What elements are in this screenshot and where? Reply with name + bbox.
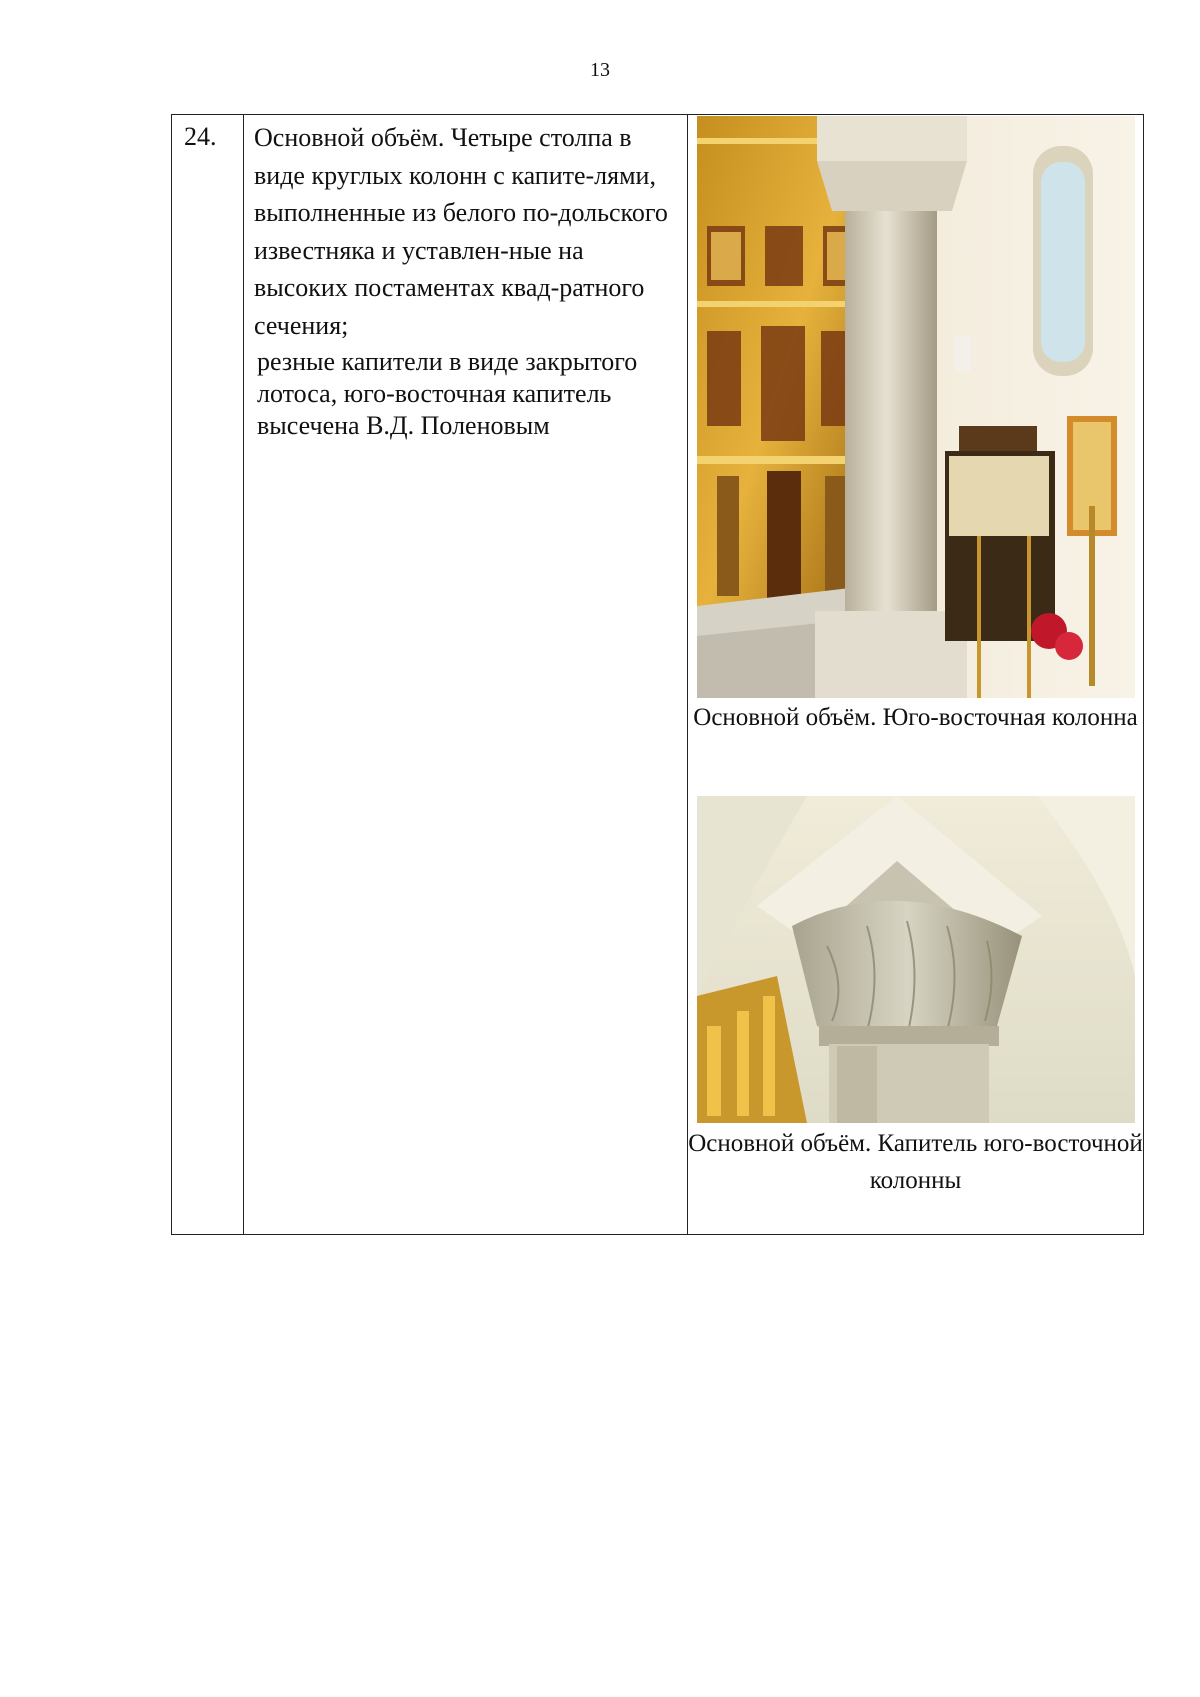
page-number: 13 bbox=[590, 59, 610, 81]
row-number-cell bbox=[172, 115, 244, 1234]
photo-caption-southeast-column: Основной объём. Юго-восточная колонна bbox=[693, 704, 1138, 731]
description-cell bbox=[244, 115, 688, 1234]
images-cell bbox=[688, 115, 1143, 1234]
object-table bbox=[171, 114, 1144, 1235]
photo-southeast-column bbox=[697, 116, 1135, 698]
photo-caption-capital: Основной объём. Капитель юго-восточной колонны bbox=[688, 1130, 1143, 1194]
row-number: 24. bbox=[184, 122, 217, 151]
description-detail: резные капители в виде закрытого лотоса, юго-восточная капитель высечена В.Д. Поленовым bbox=[257, 347, 638, 440]
photo-capital-southeast-column bbox=[697, 796, 1135, 1123]
description-main: Основной объём. Четыре столпа в виде круглых колонн с капите-лями, выполненные из белого по-дольского известняка и уставлен-ные на высоких постаментах квад-ратного сечения; bbox=[254, 123, 668, 340]
